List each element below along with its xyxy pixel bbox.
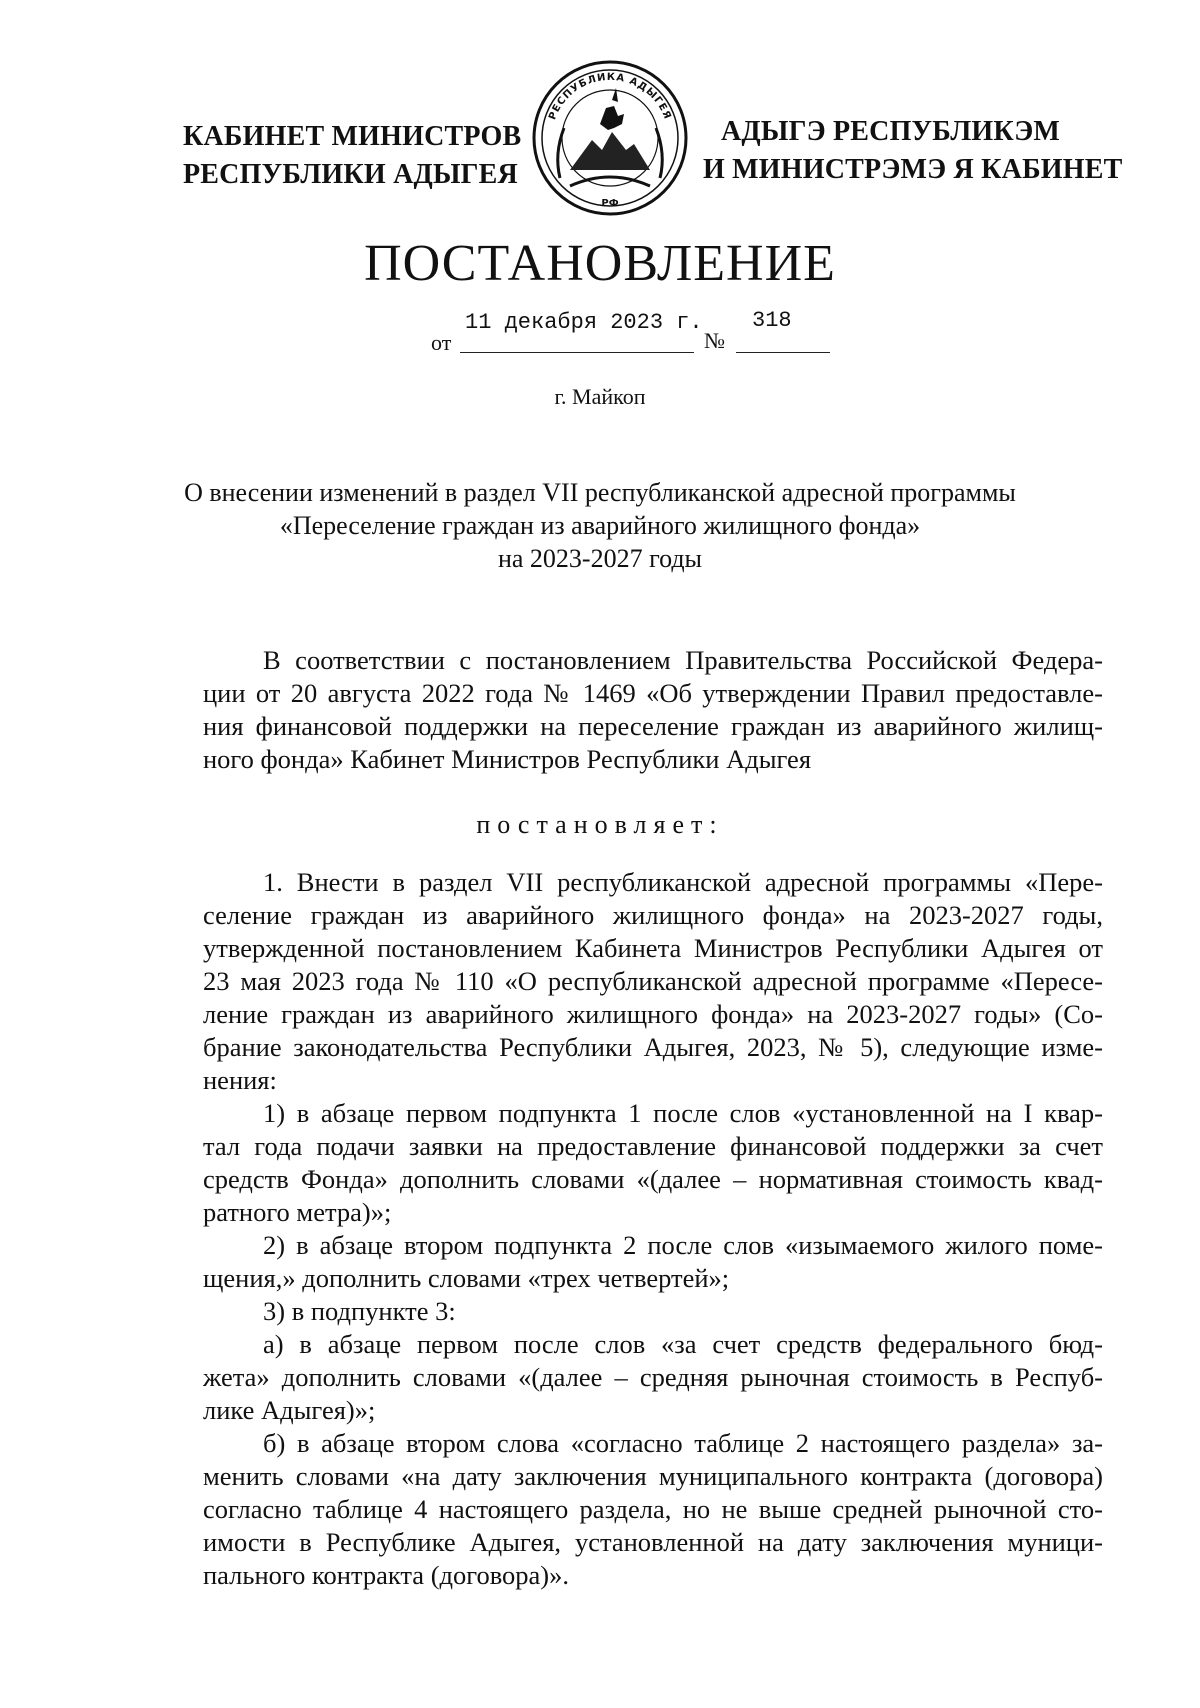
- paragraph-line: В соответствии с постановлением Правительства Российской Федера-: [263, 645, 1103, 675]
- subitem-3-paragraph: [203, 1295, 1103, 1328]
- paragraph-line: ного фонда» Кабинет Министров Республики Адыгея: [203, 744, 812, 774]
- subitem-2-paragraph: [203, 1229, 1103, 1295]
- resolves-heading: постановляет:: [476, 810, 724, 839]
- document-type: ПОСТАНОВЛЕНИЕ: [364, 235, 836, 292]
- paragraph-line: 23 мая 2023 года № 110 «О республиканской адресной программе «Пересе-: [203, 966, 1103, 996]
- paragraph-line: утвержденной постановлением Кабинета Министров Республики Адыгея от: [203, 933, 1103, 963]
- title-line: «Переселение граждан из аварийного жилищного фонда»: [279, 511, 921, 540]
- subitem-a-paragraph: [203, 1328, 1103, 1427]
- issuer-russian: [183, 118, 521, 194]
- paragraph-line: 1. Внести в раздел VII республиканской адресной программы «Пере-: [263, 867, 1103, 897]
- paragraph-line: ния финансовой поддержки на переселение граждан из аварийного жилищ-: [203, 711, 1103, 741]
- paragraph-line: менить словами «на дату заключения муниципального контракта (договора): [203, 1461, 1103, 1491]
- paragraph-line: 2) в абзаце втором подпункта 2 после слов «изымаемого жилого поме-: [263, 1230, 1103, 1260]
- date-underline: [460, 352, 694, 353]
- city: г. Майкоп: [554, 384, 646, 409]
- subitem-1-paragraph: [203, 1097, 1103, 1229]
- number-label: №: [704, 328, 725, 353]
- paragraph-line: брание законодательства Республики Адыгея, 2023, № 5), следующие изме-: [203, 1032, 1103, 1062]
- paragraph-line: имости в Республике Адыгея, установленной на дату заключения муници-: [203, 1527, 1103, 1557]
- issuer-adyghe: [703, 113, 1123, 189]
- paragraph-line: 1) в абзаце первом подпункта 1 после слов «установленной на I квар-: [263, 1098, 1103, 1128]
- paragraph-line: лике Адыгея)»;: [203, 1395, 376, 1425]
- date-label: от: [431, 330, 452, 355]
- issuer-russian-line2: РЕСПУБЛИКИ АДЫГЕЯ: [183, 159, 518, 190]
- number-value: 318: [752, 308, 792, 333]
- paragraph-line: нения:: [203, 1065, 277, 1095]
- title-line: на 2023-2027 годы: [497, 544, 703, 573]
- title-line: О внесении изменений в раздел VII республиканской адресной программы: [184, 478, 1016, 507]
- paragraph-line: ратного метра)»;: [203, 1197, 392, 1227]
- number-underline: [736, 352, 830, 353]
- paragraph-line: а) в абзаце первом после слов «за счет средств федерального бюд-: [263, 1329, 1103, 1359]
- paragraph-line: жета» дополнить словами «(далее – средняя рыночная стоимость в Респуб-: [203, 1362, 1103, 1392]
- issuer-russian-line1: КАБИНЕТ МИНИСТРОВ: [183, 121, 522, 152]
- date-number-line: [0, 300, 1200, 360]
- item-1-paragraph: [203, 866, 1103, 1097]
- paragraph-line: 3) в подпункте 3:: [263, 1296, 456, 1326]
- paragraph-line: согласно таблице 4 настоящего раздела, но не выше средней рыночной сто-: [203, 1494, 1103, 1524]
- document-title: [150, 476, 1050, 575]
- preamble-paragraph: [203, 644, 1103, 776]
- paragraph-line: пального контракта (договора)».: [203, 1560, 570, 1590]
- paragraph-line: средств Фонда» дополнить словами «(далее – нормативная стоимость квад-: [203, 1164, 1103, 1194]
- emblem-text-bottom: РФ: [601, 198, 619, 209]
- paragraph-line: ление граждан из аварийного жилищного фонда» на 2023-2027 годы» (Со-: [203, 999, 1103, 1029]
- coat-of-arms-icon: [530, 58, 690, 218]
- issuer-adyghe-line1: АДЫГЭ РЕСПУБЛИКЭМ: [721, 116, 1061, 147]
- subitem-b-paragraph: [203, 1427, 1103, 1592]
- paragraph-line: тал года подачи заявки на предоставление финансовой поддержки за счет: [203, 1131, 1103, 1161]
- paragraph-line: щения,» дополнить словами «трех четвертей»;: [203, 1263, 730, 1293]
- date-value: 11 декабря 2023 г.: [465, 310, 703, 335]
- paragraph-line: б) в абзаце втором слова «согласно таблице 2 настоящего раздела» за-: [263, 1428, 1103, 1458]
- paragraph-line: селение граждан из аварийного жилищного фонда» на 2023-2027 годы,: [203, 900, 1103, 930]
- emblem-text-top: РЕСПУБЛИКА АДЫГЕЯ: [547, 71, 673, 122]
- paragraph-line: ции от 20 августа 2022 года № 1469 «Об утверждении Правил предоставле-: [203, 678, 1103, 708]
- issuer-adyghe-line2: И МИНИСТРЭМЭ Я КАБИНЕТ: [703, 154, 1123, 185]
